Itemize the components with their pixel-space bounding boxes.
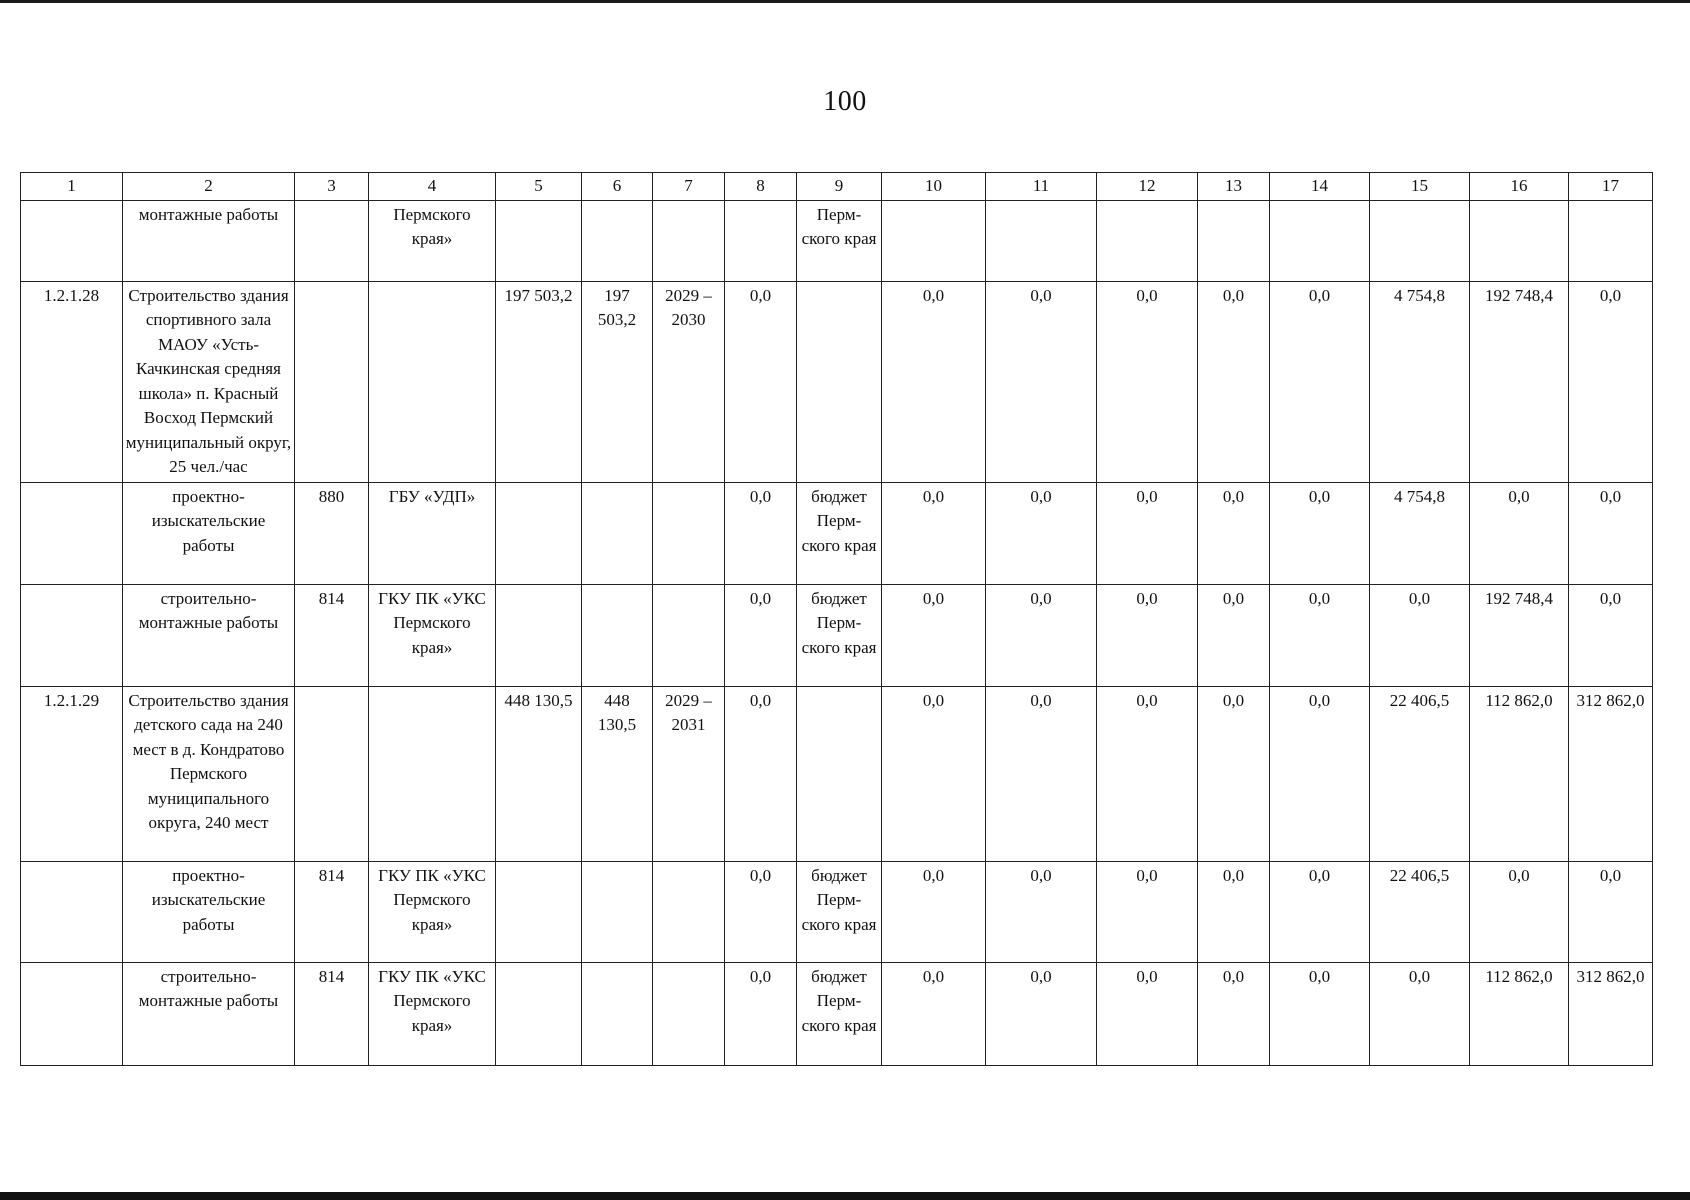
table-cell: 192 748,4: [1470, 281, 1569, 482]
table-cell: [582, 200, 653, 281]
table-cell: [21, 200, 123, 281]
table-cell: 0,0: [1270, 861, 1370, 962]
table-cell: 2029 – 2031: [653, 686, 725, 861]
table-cell: [369, 686, 496, 861]
table-cell: 0,0: [725, 281, 797, 482]
table-cell: 0,0: [1097, 482, 1198, 584]
table-cell: 0,0: [1569, 482, 1653, 584]
table-cell: [653, 584, 725, 686]
table-cell: [653, 200, 725, 281]
table-cell: [496, 962, 582, 1065]
table-cell: [986, 200, 1097, 281]
table-cell: [797, 281, 882, 482]
table-cell: [725, 200, 797, 281]
table-cell: 0,0: [1097, 861, 1198, 962]
table-cell: строительно-монтажные работы: [123, 584, 295, 686]
top-border-line: [0, 0, 1690, 3]
table-cell: 197 503,2: [582, 281, 653, 482]
column-header: 16: [1470, 173, 1569, 201]
column-header: 5: [496, 173, 582, 201]
table-cell: ГБУ «УДП»: [369, 482, 496, 584]
column-header: 1: [21, 173, 123, 201]
table-cell: строительно-монтажные работы: [123, 962, 295, 1065]
table-cell: [295, 686, 369, 861]
table-cell: 0,0: [1470, 482, 1569, 584]
table-cell: [582, 861, 653, 962]
budget-table: [20, 172, 1653, 1066]
table-cell: [1270, 200, 1370, 281]
table-row: [21, 584, 1653, 686]
table-cell: 0,0: [986, 962, 1097, 1065]
table-cell: бюджет Перм-ского края: [797, 482, 882, 584]
table-cell: [653, 482, 725, 584]
column-header: 6: [582, 173, 653, 201]
column-number-row: [21, 173, 1653, 201]
table-cell: 0,0: [986, 482, 1097, 584]
table-row: [21, 686, 1653, 861]
table-cell: [1470, 200, 1569, 281]
table-cell: 0,0: [1270, 686, 1370, 861]
bottom-scan-border: [0, 1192, 1690, 1200]
table-cell: 0,0: [1270, 281, 1370, 482]
table-cell: 0,0: [725, 686, 797, 861]
table-cell: 0,0: [1370, 584, 1470, 686]
table-cell: 880: [295, 482, 369, 584]
table-cell: [582, 962, 653, 1065]
table-cell: 312 862,0: [1569, 686, 1653, 861]
table-cell: [1097, 200, 1198, 281]
column-header: 3: [295, 173, 369, 201]
table-cell: 4 754,8: [1370, 281, 1470, 482]
table-cell: 22 406,5: [1370, 686, 1470, 861]
table-cell: [496, 200, 582, 281]
table-cell: проектно-изыскательские работы: [123, 861, 295, 962]
table-cell: 448 130,5: [582, 686, 653, 861]
table-cell: 0,0: [1569, 281, 1653, 482]
table-cell: [21, 482, 123, 584]
table-cell: [1198, 200, 1270, 281]
column-header: 15: [1370, 173, 1470, 201]
table-cell: 0,0: [1198, 482, 1270, 584]
table-cell: 0,0: [725, 861, 797, 962]
table-cell: 4 754,8: [1370, 482, 1470, 584]
table-cell: [653, 861, 725, 962]
table-cell: 0,0: [1097, 686, 1198, 861]
table-cell: [1370, 200, 1470, 281]
item-number: 1.2.1.28: [21, 281, 123, 482]
table-cell: 112 862,0: [1470, 962, 1569, 1065]
table-cell: [653, 962, 725, 1065]
table-cell: 0,0: [1198, 861, 1270, 962]
table-cell: 0,0: [882, 584, 986, 686]
table-cell: монтажные работы: [123, 200, 295, 281]
table-row: [21, 482, 1653, 584]
table-cell: 0,0: [882, 962, 986, 1065]
table-cell: [882, 200, 986, 281]
table-cell: 0,0: [1270, 584, 1370, 686]
column-header: 9: [797, 173, 882, 201]
table-cell: Пермского края»: [369, 200, 496, 281]
table-cell: ГКУ ПК «УКС Пермского края»: [369, 861, 496, 962]
table-cell: 0,0: [1569, 861, 1653, 962]
table-cell: [369, 281, 496, 482]
table-cell: [21, 962, 123, 1065]
table-cell: 814: [295, 584, 369, 686]
table-cell: [295, 200, 369, 281]
table-cell: 0,0: [882, 482, 986, 584]
table-cell: 0,0: [1370, 962, 1470, 1065]
table-cell: 0,0: [1270, 962, 1370, 1065]
table-cell: 0,0: [725, 584, 797, 686]
table-cell: 0,0: [986, 281, 1097, 482]
item-number: 1.2.1.29: [21, 686, 123, 861]
table-cell: бюджет Перм-ского края: [797, 962, 882, 1065]
column-header: 8: [725, 173, 797, 201]
table-cell: 0,0: [1198, 962, 1270, 1065]
table-cell: ГКУ ПК «УКС Пермского края»: [369, 962, 496, 1065]
table-cell: [496, 584, 582, 686]
column-header: 2: [123, 173, 295, 201]
table-cell: 0,0: [882, 281, 986, 482]
table-cell: 0,0: [986, 584, 1097, 686]
table-cell: [496, 861, 582, 962]
table-cell: [1569, 200, 1653, 281]
table-row: [21, 962, 1653, 1065]
table-cell: 0,0: [882, 686, 986, 861]
table-cell: 0,0: [1097, 584, 1198, 686]
table-cell: 814: [295, 861, 369, 962]
column-header: 14: [1270, 173, 1370, 201]
table-cell: 0,0: [1569, 584, 1653, 686]
table-cell: [295, 281, 369, 482]
item-description: Строительство здания спортивного зала МАОУ «Усть-Качкинская средняя школа» п. Красный Восход Пермский муниципальный округ, 25 чел./час: [123, 281, 295, 482]
table-cell: [21, 584, 123, 686]
table-cell: 0,0: [1097, 962, 1198, 1065]
column-header: 7: [653, 173, 725, 201]
column-header: 10: [882, 173, 986, 201]
table-cell: 448 130,5: [496, 686, 582, 861]
table-cell: [496, 482, 582, 584]
table-cell: 0,0: [986, 686, 1097, 861]
table-cell: проектно-изыскательские работы: [123, 482, 295, 584]
table-cell: 0,0: [1198, 584, 1270, 686]
table-cell: 0,0: [882, 861, 986, 962]
table-cell: 0,0: [986, 861, 1097, 962]
table-cell: 112 862,0: [1470, 686, 1569, 861]
column-header: 4: [369, 173, 496, 201]
table-row: [21, 861, 1653, 962]
table-cell: [21, 861, 123, 962]
table-cell: [797, 686, 882, 861]
table-cell: 0,0: [1198, 281, 1270, 482]
table-row: [21, 200, 1653, 281]
table-cell: 22 406,5: [1370, 861, 1470, 962]
table-cell: ГКУ ПК «УКС Пермского края»: [369, 584, 496, 686]
column-header: 17: [1569, 173, 1653, 201]
page-number: 100: [823, 86, 867, 117]
table-cell: Перм-ского края: [797, 200, 882, 281]
table-cell: 0,0: [1097, 281, 1198, 482]
table-cell: 0,0: [1198, 686, 1270, 861]
table-cell: бюджет Перм-ского края: [797, 861, 882, 962]
item-description: Строительство здания детского сада на 240 мест в д. Кондратово Пермского муниципального округа, 240 мест: [123, 686, 295, 861]
table-cell: бюджет Перм-ского края: [797, 584, 882, 686]
table-cell: 197 503,2: [496, 281, 582, 482]
table-cell: [582, 482, 653, 584]
table-cell: 312 862,0: [1569, 962, 1653, 1065]
table-cell: 0,0: [1470, 861, 1569, 962]
table-cell: 0,0: [725, 962, 797, 1065]
table-cell: 0,0: [725, 482, 797, 584]
table-cell: 192 748,4: [1470, 584, 1569, 686]
table-cell: 0,0: [1270, 482, 1370, 584]
column-header: 11: [986, 173, 1097, 201]
table-row: [21, 281, 1653, 482]
column-header: 13: [1198, 173, 1270, 201]
column-header: 12: [1097, 173, 1198, 201]
table-cell: [582, 584, 653, 686]
table-cell: 2029 – 2030: [653, 281, 725, 482]
table-cell: 814: [295, 962, 369, 1065]
